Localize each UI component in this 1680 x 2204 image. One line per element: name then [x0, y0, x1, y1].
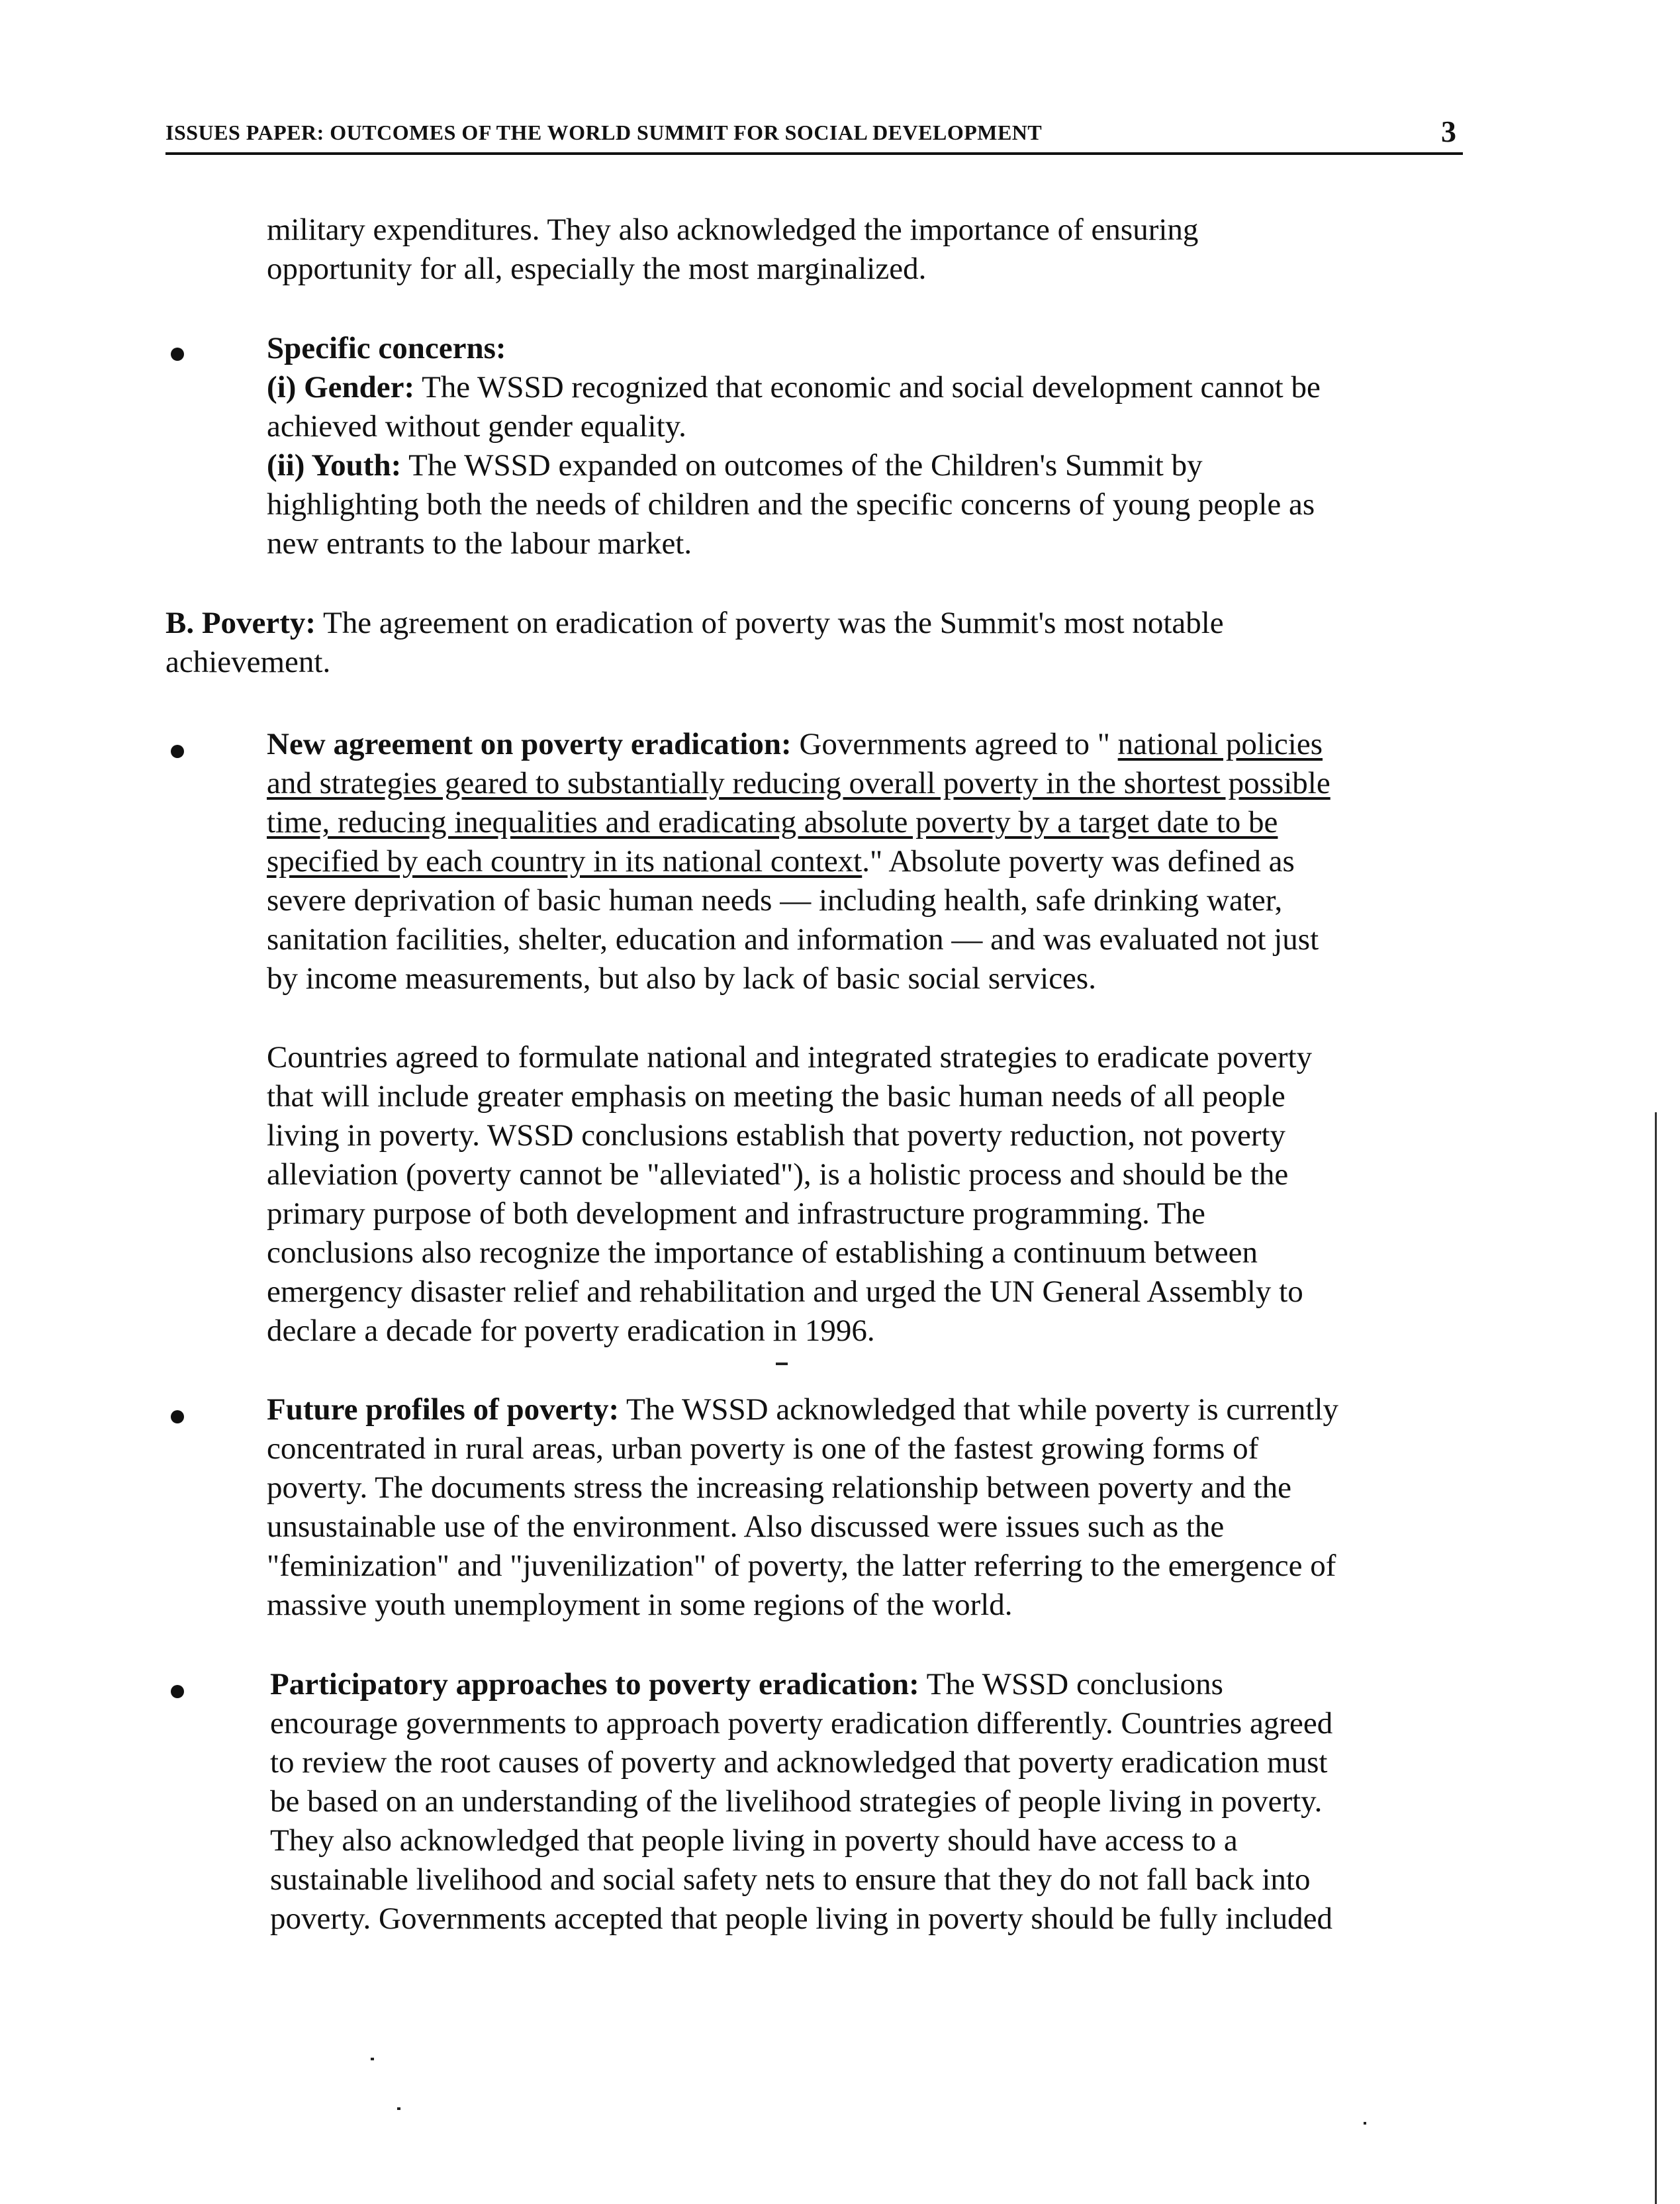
- participatory-line: sustainable livelihood and social safety nets to ensure that they do not fall back into: [270, 1862, 1311, 1897]
- agreement-line-1: [267, 725, 1323, 764]
- future-line-1: [267, 1390, 1338, 1429]
- participatory-line: be based on an understanding of the livelihood strategies of people living in poverty.: [270, 1784, 1323, 1819]
- scan-speck: [397, 2107, 400, 2110]
- youth-line-3: new entrants to the labour market.: [267, 526, 692, 561]
- scan-speck: [776, 1363, 788, 1365]
- participatory-line: They also acknowledged that people living in poverty should have access to a: [270, 1823, 1238, 1858]
- strategies-line: primary purpose of both development and infrastructure programming. The: [267, 1196, 1205, 1231]
- section-b-text: The agreement on eradication of poverty was the Summit's most notable: [316, 606, 1224, 640]
- gender-text: The WSSD recognized that economic and social development cannot be: [414, 370, 1321, 405]
- strategies-line: that will include greater emphasis on meeting the basic human needs of all people: [267, 1079, 1285, 1114]
- future-line: poverty. The documents stress the increasing relationship between poverty and the: [267, 1470, 1291, 1505]
- agreement-line-7: by income measurements, but also by lack of basic social services.: [267, 961, 1096, 996]
- participatory-text: The WSSD conclusions: [919, 1667, 1223, 1701]
- strategies-line: Countries agreed to formulate national and integrated strategies to eradicate poverty: [267, 1040, 1313, 1075]
- strategies-line: emergency disaster relief and rehabilitation and urged the UN General Assembly to: [267, 1274, 1303, 1309]
- gender-label: (i) Gender:: [267, 370, 415, 405]
- header-title: ISSUES PAPER: OUTCOMES OF THE WORLD SUMMIT FOR SOCIAL DEVELOPMENT: [165, 120, 1043, 144]
- specific-concerns-heading: Specific concerns:: [267, 331, 506, 365]
- gender-line-1: [267, 368, 1321, 407]
- bullet-icon: [171, 348, 184, 361]
- agreement-line-5: severe deprivation of basic human needs — including health, safe drinking water,: [267, 883, 1283, 918]
- future-line: "feminization" and "juvenilization" of poverty, the latter referring to the emergence of: [267, 1549, 1336, 1583]
- future-text: The WSSD acknowledged that while poverty is currently: [619, 1392, 1339, 1427]
- bullet-icon: [171, 1410, 184, 1423]
- bullet-icon: [171, 745, 184, 758]
- agreement-quote-start: national policies: [1117, 727, 1323, 761]
- agreement-line-4-rest: ." Absolute poverty was defined as: [862, 844, 1295, 879]
- youth-text: The WSSD expanded on outcomes of the Children's Summit by: [401, 448, 1203, 483]
- youth-label: (ii) Youth:: [267, 448, 402, 483]
- agreement-line-2: and strategies geared to substantially reducing overall poverty in the shortest possible: [267, 766, 1330, 800]
- strategies-line: living in poverty. WSSD conclusions establish that poverty reduction, not poverty: [267, 1118, 1286, 1153]
- agreement-line-4: [267, 842, 1295, 881]
- strategies-line: declare a decade for poverty eradication in 1996.: [267, 1314, 875, 1348]
- section-b-line-2: achievement.: [165, 645, 331, 679]
- agreement-label: New agreement on poverty eradication:: [267, 727, 792, 761]
- youth-line-2: highlighting both the needs of children and the specific concerns of young people as: [267, 487, 1315, 522]
- future-label: Future profiles of poverty:: [267, 1392, 620, 1427]
- agreement-line-3: time, reducing inequalities and eradicating absolute poverty by a target date to be: [267, 805, 1278, 839]
- agreement-quote-end: specified by each country in its national context: [267, 844, 863, 879]
- section-b-line-1: [165, 604, 1224, 643]
- intro-line-1: military expenditures. They also acknowledged the importance of ensuring: [267, 213, 1199, 247]
- strategies-line: conclusions also recognize the importance of establishing a continuum between: [267, 1235, 1258, 1270]
- scan-speck: [1364, 2122, 1366, 2125]
- strategies-line: alleviation (poverty cannot be "alleviated"), is a holistic process and should be the: [267, 1157, 1289, 1192]
- participatory-line: poverty. Governments accepted that people living in poverty should be fully included: [270, 1901, 1332, 1936]
- intro-line-2: opportunity for all, especially the most marginalized.: [267, 252, 927, 286]
- section-b-label: B. Poverty:: [165, 606, 316, 640]
- page-number: 3: [1441, 115, 1456, 148]
- participatory-line: to review the root causes of poverty and acknowledged that poverty eradication must: [270, 1745, 1328, 1780]
- agreement-text: Governments agreed to ": [791, 727, 1118, 761]
- gender-line-2: achieved without gender equality.: [267, 409, 686, 444]
- participatory-line-1: [270, 1665, 1223, 1704]
- future-line: concentrated in rural areas, urban poverty is one of the fastest growing forms of: [267, 1431, 1259, 1466]
- participatory-line: encourage governments to approach poverty eradication differently. Countries agreed: [270, 1706, 1333, 1741]
- agreement-line-6: sanitation facilities, shelter, education and information — and was evaluated not just: [267, 922, 1319, 957]
- youth-line-1: [267, 446, 1203, 485]
- scan-edge-line: [1655, 1112, 1657, 2204]
- participatory-label: Participatory approaches to poverty eradication:: [270, 1667, 919, 1701]
- page-header: [165, 115, 1463, 155]
- bullet-icon: [171, 1685, 184, 1698]
- future-line: unsustainable use of the environment. Also discussed were issues such as the: [267, 1509, 1225, 1544]
- scan-speck: [371, 2058, 374, 2060]
- future-line: massive youth unemployment in some regions of the world.: [267, 1588, 1013, 1622]
